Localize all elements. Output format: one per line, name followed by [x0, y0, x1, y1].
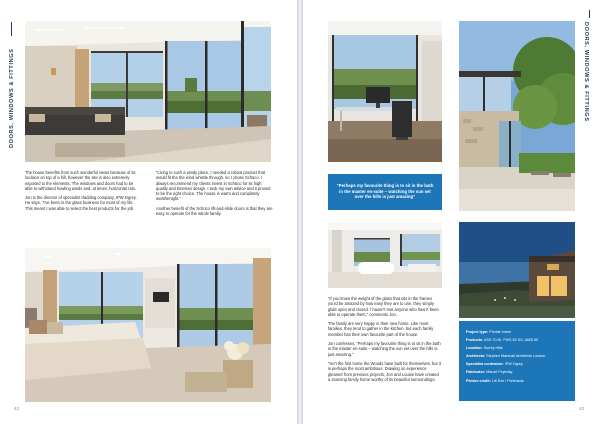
- section-rule-left: [11, 22, 12, 36]
- left-text-col2: [156, 170, 273, 220]
- page-number-right: 43: [578, 406, 584, 411]
- spec-row: Specialist contractor: IPW Ogrey: [466, 362, 523, 367]
- bedroom-photo: [25, 248, 271, 402]
- section-rule-right: [589, 10, 590, 18]
- right-body-para3: Jon confesses, “Perhaps my favourite thing is to sit in the bath in the master en-suite – watching the sun set over the hills is just amazing.”: [328, 341, 441, 357]
- left-text-col1: [25, 170, 142, 215]
- project-specs-box: [459, 321, 575, 401]
- living-room-photo: [25, 21, 271, 162]
- right-page: [303, 0, 600, 424]
- office-photo: [328, 21, 442, 162]
- section-label-right: DOORS, WINDOWS & FITTINGS: [583, 22, 589, 122]
- left-col1-para1: The house benefits from such wonderful views because of its location on top of a hill, however the site is also extremely exposed to the elements. The windows and doors had to be able to withstand howling winds and, at times, horizontal rain.: [25, 170, 137, 191]
- left-col2-para1: “Living in such a windy place, I needed a robust product that would fit the the wind whistle through, so I chose Schüco. I always recommend my clients invest in Schüco for its high quality and timeless design. I took my own advice and it proved to be the right choice. The house is warm and completely weathertight.”: [156, 170, 271, 202]
- left-col1-para2: Jon is the director of specialist cladding company, IPW Ogrey. He says, “I've been in the glass business for most of my life. This meant I was able to select the best products for the job.: [25, 195, 137, 211]
- page-number-left: 42: [14, 406, 20, 411]
- spec-row: Architects: Stephen Marshall Architects London: [466, 354, 546, 359]
- right-text-col: [328, 296, 442, 386]
- dusk-exterior-photo: [459, 222, 575, 318]
- pull-quote: “Perhaps my favourite thing is to sit in the bath in the master en-suite – watching the sun set over the hills is just amazing”: [328, 174, 442, 210]
- left-col2-para2: Another benefit of the Schüco lift-and-slide doors is that they are easy to operate for the whole family.: [156, 205, 273, 217]
- section-label-left: DOORS, WINDOWS & FITTINGS: [9, 48, 15, 148]
- spec-row: Fabricator: Marcel Feyeday: [466, 370, 513, 375]
- spec-row: Products: ASS 70.HI, FWS 50 SG, AWS 60: [466, 338, 539, 343]
- left-page: [0, 0, 297, 424]
- spec-row: Location: Surrey Hills: [466, 346, 503, 351]
- right-body-para4: “Isn't the first home the Woods have built for themselves, but it is perhaps the most ambitious. Drawing on experience gleaned from previous projects, Jon and Louise have created a stunning family home worthy of its beautiful surroundings.: [328, 360, 441, 382]
- spec-row: Project type: Private home: [466, 330, 512, 334]
- right-body-para1: “If you know the weight of the glass that sits in the frames you'd be amazed by how easy they are to use, they simply glide open and closed. I haven't met anyone who hasn't been able to operate them,” comments Jon.: [328, 296, 439, 317]
- exterior-photo: [459, 21, 575, 211]
- bathroom-photo: [328, 222, 442, 288]
- right-body-para2: The family are very happy in their new home. Like most families, they tend to gather in the kitchen, but each family member has their own favourite part of the house.: [328, 321, 434, 337]
- spec-row: Picture credit: Lib Eve / Frintmaus: [466, 378, 524, 383]
